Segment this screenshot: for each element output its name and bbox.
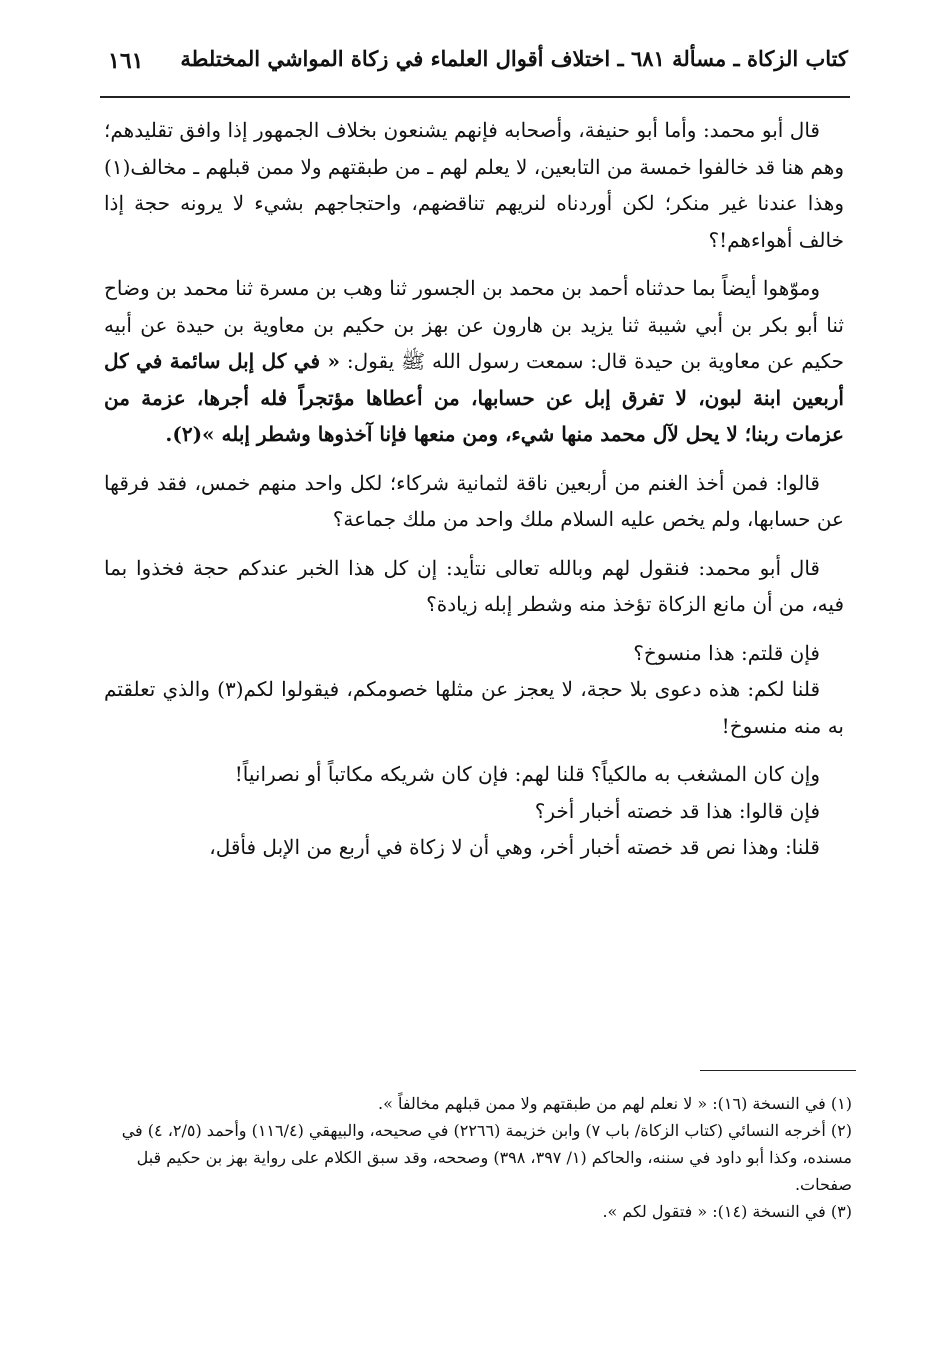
page-number: ١٦١ xyxy=(108,48,144,74)
footnote-1: (١) في النسخة (١٦): « لا نعلم لهم من طبقتهم ولا ممن قبلهم مخالفاً ». xyxy=(378,1094,852,1113)
paragraph-5: فإن قلتم: هذا منسوخ؟ xyxy=(633,640,820,665)
paragraph-1: قال أبو محمد: وأما أبو حنيفة، وأصحابه فإنهم يشنعون بخلاف الجمهور إذا وافق تقليدهم؛ وهم هنا قد خالفوا خمسة من التابعين، لا يعلم لهم ـ من طبقتهم ولا ممن قبلهم ـ مخالف(١) وهذا عندنا غير منكر؛ لكن أوردناه لنريهم تناقضهم، واحتجاجهم بشيء لا يرونه حجة إذا خالف أهواءهم!؟ xyxy=(104,118,844,252)
paragraph-4: قال أبو محمد: فنقول لهم وبالله تعالى نتأيد: إن كل هذا الخبر عندكم حجة فخذوا بما فيه، من أن مانع الزكاة تؤخذ منه وشطر إبله زيادة؟ xyxy=(104,555,844,616)
hadith-text: « في كل إبل سائمة في كل أربعين ابنة لبون، لا تفرق إبل عن حسابها، من أعطاها مؤتجراً فله أجرها، عزمة من عزمات ربنا؛ لا يحل لآل محمد منها شيء، ومن منعها فإنا آخذوها وشطر إبله »(٢). xyxy=(104,349,844,446)
paragraph-8: فإن قالوا: هذا قد خصته أخبار أخر؟ xyxy=(534,798,820,823)
main-text xyxy=(104,112,844,878)
footnote-3: (٣) في النسخة (١٤): « فتقول لكم ». xyxy=(602,1202,852,1221)
footnotes xyxy=(92,1090,852,1225)
paragraph-3: قالوا: فمن أخذ الغنم من أربعين ناقة لثمانية شركاء؛ لكل واحد منهم خمس، فقد فرقها عن حسابها، ولم يخص عليه السلام ملك واحد من ملك جماعة؟ xyxy=(104,470,844,531)
paragraph-9: قلنا: وهذا نص قد خصته أخبار أخر، وهي أن لا زكاة في أربع من الإبل فأقل، xyxy=(209,835,820,859)
running-header-title: كتاب الزكاة ـ مسألة ٦٨١ ـ اختلاف أقوال العلماء في زكاة المواشي المختلطة xyxy=(180,46,848,71)
paragraph-2 xyxy=(104,270,844,453)
paragraph-7: وإن كان المشغب به مالكياً؟ قلنا لهم: فإن كان شريكه مكاتباً أو نصرانياً! xyxy=(234,762,820,786)
footnote-rule xyxy=(700,1070,856,1071)
isnad-text: وموّهوا أيضاً بما حدثناه أحمد بن محمد بن الجسور ثنا وهب بن مسرة ثنا محمد بن وضاح ثنا أبو بكر بن أبي شيبة ثنا يزيد بن هارون عن بهز بن حكيم بن معاوية بن حيدة عن أبيه حكيم عن معاوية بن حيدة قال: سمعت رسول الله ﷺ يقول: xyxy=(104,276,845,373)
paragraph-6: قلنا لكم: هذه دعوى بلا حجة، لا يعجز عن مثلها خصومكم، فيقولوا لكم(٣) والذي تعلقتم به منه منسوخ! xyxy=(104,677,844,738)
footnote-2: (٢) أخرجه النسائي (كتاب الزكاة/ باب ٧) وابن خزيمة (٢٢٦٦) في صحيحه، والبيهقي (١١٦/٤) وأحمد (٢/٥، ٤) في مسنده، وكذا أبو داود في سننه، والحاكم (١/ ٣٩٧، ٣٩٨) وصححه، وقد سبق الكلام على رواية بهز بن حكيم قبل صفحات. xyxy=(121,1121,852,1194)
header-rule xyxy=(100,96,850,98)
